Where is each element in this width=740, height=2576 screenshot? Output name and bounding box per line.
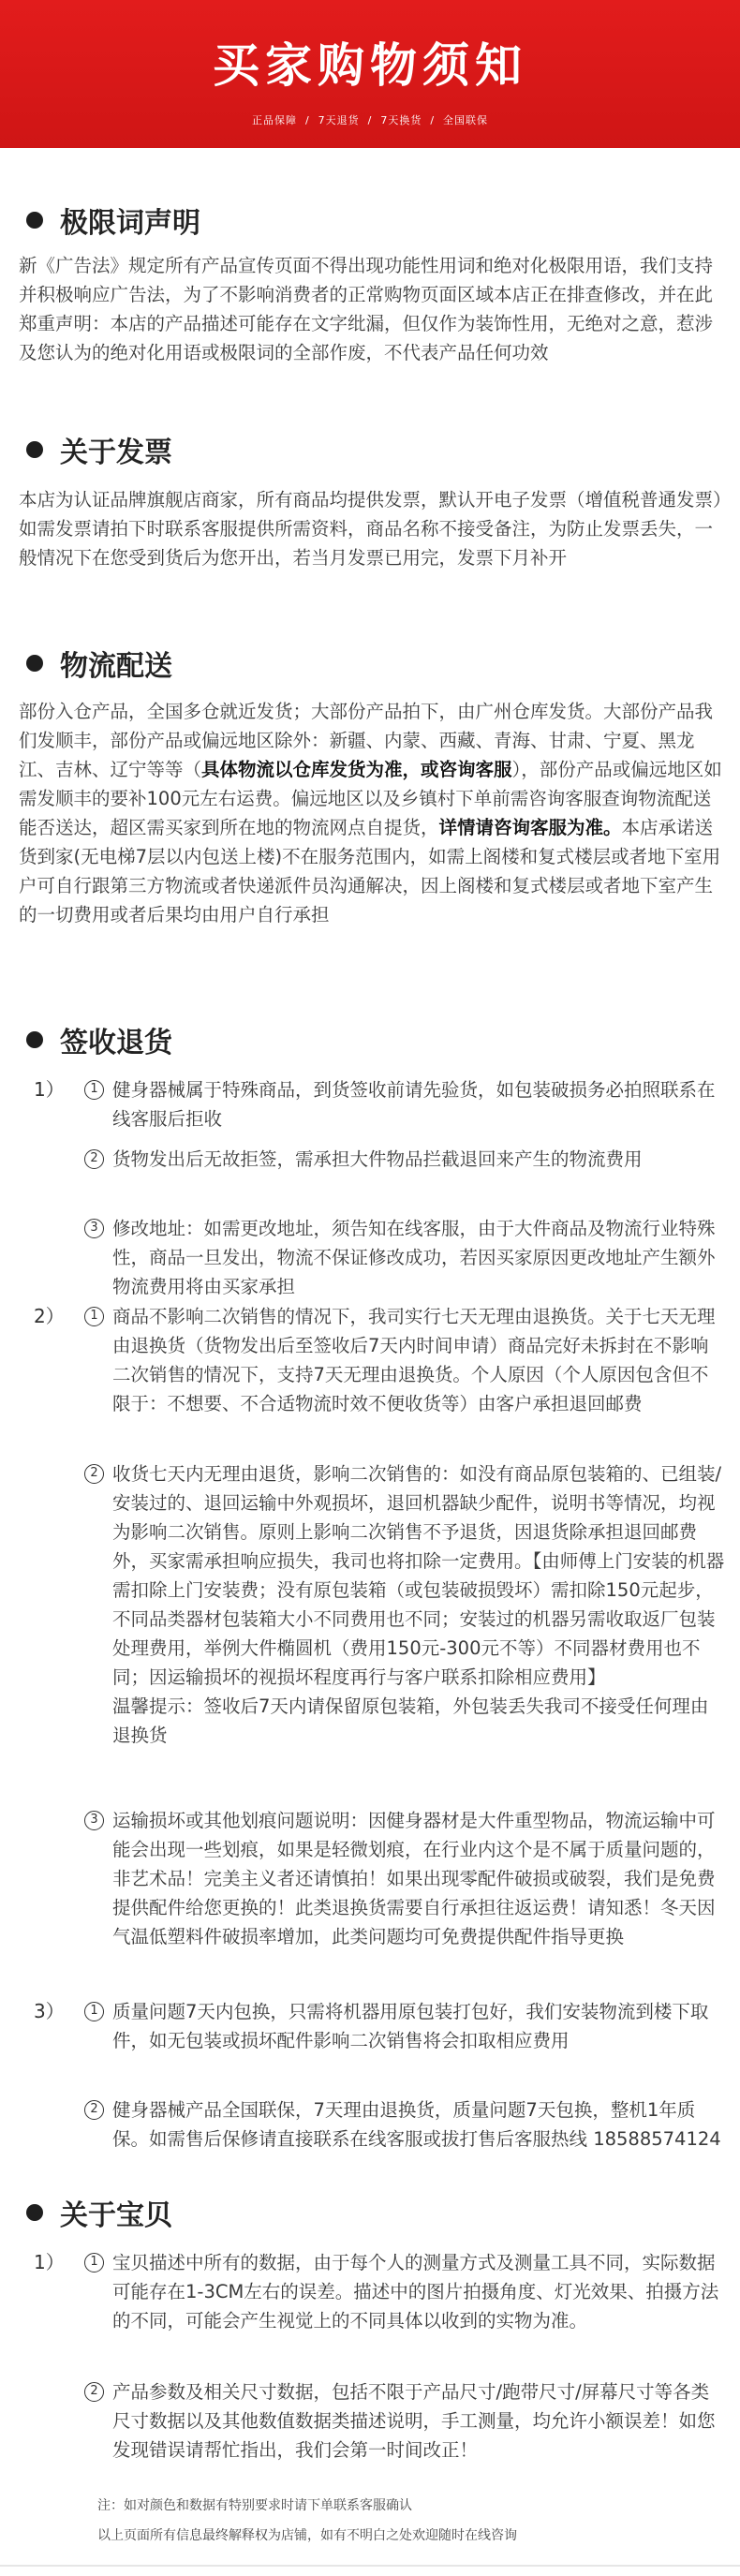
service-tags: 正品保障 / 7天退货 / 7天换货 / 全国联保: [251, 114, 489, 126]
list-item: 3 运输损坏或其他划痕问题说明：因健身器材是大件重型物品，物流运输中可能会出现一些划痕，如果是轻微划痕，在行业内这个是不属于质量问题的，非艺术品！完美主义者还请慎拍！如果出现零配件破损或破裂，我们是免费提供配件给您更换的！此类退换货需要自行承担往返运费！请知悉！冬天因气温低塑料件破损率增加，此类问题均可免费提供配件指导更换: [84, 1806, 726, 1951]
list-item: 2 收货七天内无理由退货，影响二次销售的：如没有商品原包装箱的、已组装/安装过的、退回运输中外观损坏，退回机器缺少配件，说明书等情况，均视为影响二次销售。原则上影响二次销售不予退货，因退货除承担退回邮费外，买家需承担响应损失，我司也将扣除一定费用。【由师傅上门安装的机器需扣除上门安装费；没有原包装箱（或包装破损毁坏）需扣除150元起步，不同品类器材包装箱大小不同费用也不同；安装过的机器另需收取返厂包装处理费用，举例大件椭圆机（费用150元-300元不等）不同器材费用也不同；因运输损坏的视损坏程度再行与客户联系扣除相应费用】 温馨提示：签收后7天内请保留原包装箱，外包装丢失我司不接受任何理由退换货: [84, 1459, 726, 1750]
list-item: 1 宝贝描述中所有的数据，由于每个人的测量方式及测量工具不同，实际数据可能存在1-3CM左右的误差。描述中的图片拍摄角度、灯光效果、拍摄方法的不同，可能会产生视觉上的不同具体以收到的实物为准。: [84, 2248, 726, 2335]
section-header-returns: 签收退货: [26, 1021, 716, 1059]
list-item: 2 货物发出后无故拒签，需承担大件物品拦截退回来产生的物流费用: [84, 1145, 726, 1174]
section-header-logistics: 物流配送: [26, 644, 716, 682]
footer-divider: [0, 2565, 740, 2567]
list-item: 1 质量问题7天内包换，只需将机器用原包装打包好，我们安装物流到楼下取件，如无包装或损坏配件影响二次销售将会扣取相应费用: [84, 1997, 726, 2055]
page-title: 买家购物须知: [213, 38, 527, 93]
section-header-extreme-words: 极限词声明: [26, 201, 716, 239]
bullet-icon: [26, 212, 43, 229]
invoice-text: 本店为认证品牌旗舰店商家，所有商品均提供发票，默认开电子发票（增值税普通发票）如需发票请拍下时联系客服提供所需资料，商品名称不接受备注，为防止发票丢失，一般情况下在您受到货后为您开出，若当月发票已用完，发票下月补开: [19, 489, 722, 569]
bullet-icon: [26, 441, 43, 458]
bullet-icon: [26, 655, 43, 672]
note-line: 注：如对颜色和数据有特别要求时请下单联系客服确认: [97, 2498, 412, 2513]
warm-tip-text: 温馨提示：签收后7天内请保留原包装箱，外包装丢失我司不接受任何理由退换货: [112, 1695, 709, 1746]
extreme-words-text: 新《广告法》规定所有产品宣传页面不得出现功能性用词和绝对化极限用语，我们支持并积极响应广告法，为了不影响消费者的正常购物页面区域本店正在排查修改，并在此郑重声明：本店的产品描述可能存在文字纰漏，但仅作为装饰性用，无绝对之意，惹涉及您认为的绝对化用语或极限词的全部作废，不代表产品任何功效: [19, 255, 714, 363]
list-item: 2 健身器械产品全国联保，7天理由退换货，质量问题7天包换，整机1年质保。如需售后保修请直接联系在线客服或拔打售后客服热线 18588574124: [84, 2095, 726, 2154]
bullet-icon: [26, 2204, 43, 2221]
logistics-text: 部份入仓产品，全国多仓就近发货；大部份产品拍下，由广州仓库发货。大部份产品我们发顺丰，部份产品或偏远地区除外：新疆、内蒙、西藏、青海、甘肃、宁夏、黑龙江、吉林、辽宁等等（具体物流以仓库发货为准，或咨询客服），部份产品或偏远地区如需发顺丰的要补100元左右运费。偏远地区以及乡镇村下单前需咨询客服查询物流配送能否送达，超区需买家到所在地的物流网点自提货，详情请咨询客服为准。本店承诺送货到家(无电梯7层以内包送上楼)不在服务范围内，如需上阁楼和复式楼层或者地下室用户可自行跟第三方物流或者快递派件员沟通解决，因上阁楼和复式楼层或者地下室产生的一切费用或者后果均由用户自行承担: [19, 701, 722, 925]
bullet-icon: [26, 1031, 43, 1048]
section-header-invoice: 关于发票: [26, 431, 716, 468]
list-item: 3 修改地址：如需更改地址，须告知在线客服，由于大件商品及物流行业特殊性，商品一旦发出，物流不保证修改成功，若因买家原因更改地址产生额外物流费用将由买家承担: [84, 1214, 726, 1301]
list-item: 1 商品不影响二次销售的情况下，我司实行七天无理由退换货。关于七天无理由退换货（货物发出后至签收后7天内时间申请）商品完好未拆封在不影响二次销售的情况下，支持7天无理由退换货。个人原因（个人原因包含但不限于：不想要、不合适物流时效不便收货等）由客户承担退回邮费: [84, 1302, 726, 1418]
list-item: 1 健身器械属于特殊商品，到货签收前请先验货，如包装破损务必拍照联系在线客服后拒收: [84, 1075, 726, 1133]
section-header-product-info: 关于宝贝: [26, 2194, 716, 2231]
list-item: 2 产品参数及相关尺寸数据，包括不限于产品尺寸/跑带尺寸/屏幕尺寸等各类尺寸数据以及其他数值数据类描述说明，手工测量，均允许小额误差！如您发现错误请帮忙指出，我们会第一时间改正！: [84, 2377, 726, 2465]
header-banner: [0, 0, 740, 148]
note-line: 以上页面所有信息最终解释权为店铺，如有不明白之处欢迎随时在线咨询: [97, 2528, 517, 2543]
